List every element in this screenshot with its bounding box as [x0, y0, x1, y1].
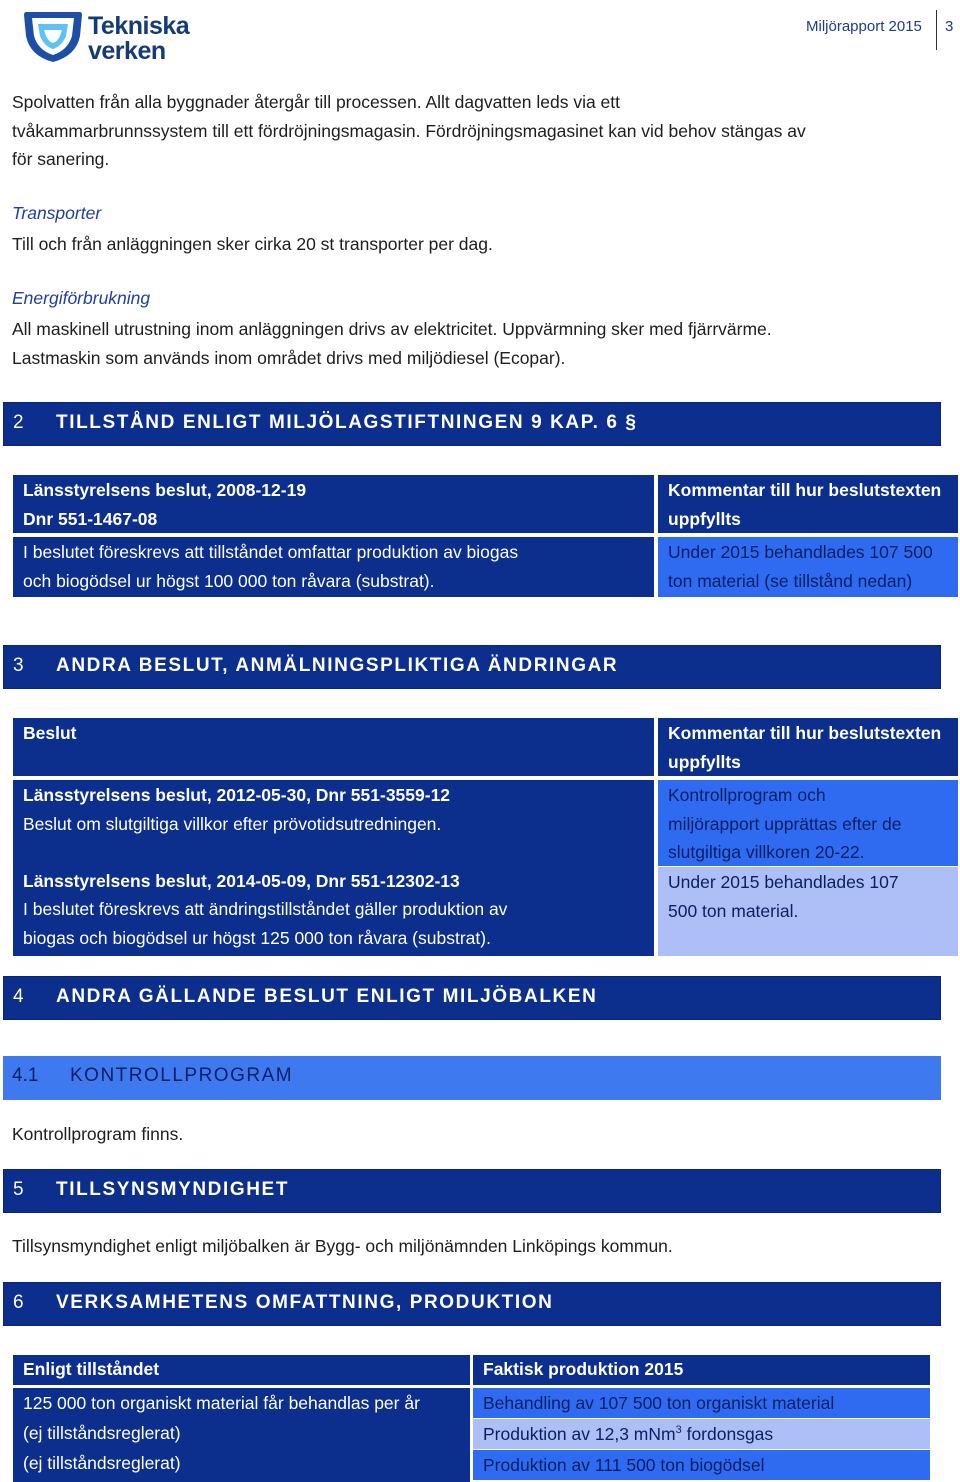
s6-left-header: Enligt tillståndet	[13, 1355, 470, 1385]
page-number: 3	[945, 18, 954, 35]
report-title: Miljörapport 2015	[806, 18, 922, 35]
s6-left-body: 125 000 ton organiskt material får behandlas per år (ej tillståndsreglerat) (ej tillståndsreglerat)	[13, 1388, 470, 1482]
section-4-1-heading: 4.1 KONTROLLPROGRAM	[3, 1056, 941, 1100]
s2-right-body: Under 2015 behandlades 107 500 ton material (se tillstånd nedan)	[658, 537, 958, 597]
section-2-heading: 2 TILLSTÅND ENLIGT MILJÖLAGSTIFTNINGEN 9 KAP. 6 §	[3, 402, 941, 446]
transporter-heading: Transporter	[12, 203, 102, 223]
s3-right-row2: Under 2015 behandlades 107 500 ton material.	[658, 867, 958, 956]
logo-emblem-icon	[22, 6, 88, 64]
tillsyn-text: Tillsynsmyndighet enligt miljöbalken är Bygg- och miljönämnden Linköpings kommun.	[12, 1236, 673, 1256]
s3-left-body: Länsstyrelsens beslut, 2012-05-30, Dnr 551-3559-12 Beslut om slutgiltiga villkor efter prövotidsutredningen. Länsstyrelsens beslut, 2014-05-09, Dnr 551-12302-13 I beslutet föreskrevs att ändringstillståndet gäller produktion av biogas och biogödsel ur högst 125 000 ton råvara (substrat).	[13, 780, 654, 956]
s6-right-header: Faktisk produktion 2015	[473, 1355, 930, 1385]
section-4-heading: 4 ANDRA GÄLLANDE BESLUT ENLIGT MILJÖBALKEN	[3, 976, 941, 1020]
s6-right-row1: Behandling av 107 500 ton organiskt material	[473, 1388, 930, 1418]
tekniska-verken-logo	[22, 6, 197, 64]
s3-right-row1: Kontrollprogram och miljörapport upprättas efter de slutgiltiga villkoren 20-22.	[658, 780, 958, 866]
section-5-heading: 5 TILLSYNSMYNDIGHET	[3, 1169, 941, 1213]
kontrollprogram-text: Kontrollprogram finns.	[12, 1124, 184, 1144]
intro-paragraph: Spolvatten från alla byggnader återgår till processen. Allt dagvatten leds via ett tvåkammarbrunnssystem till ett fördröjningsmagasin. Fördröjningsmagasinet kan vid behov stängas av för sanering.	[12, 92, 806, 169]
section-6-heading: 6 VERKSAMHETENS OMFATTNING, PRODUKTION	[3, 1282, 941, 1326]
s6-right-row2: Produktion av 12,3 mNm$^3$ fordonsgas	[473, 1419, 930, 1449]
s2-left-header: Länsstyrelsens beslut, 2008-12-19 Dnr 551-1467-08	[13, 475, 654, 533]
energi-text: All maskinell utrustning inom anläggningen drivs av elektricitet. Uppvärmning sker med fjärrvärme. Lastmaskin som används inom området drivs med miljödiesel (Ecopar).	[12, 319, 772, 368]
energi-heading: Energiförbrukning	[12, 288, 151, 308]
logo-wordmark: Tekniska verken	[88, 12, 190, 65]
transporter-text: Till och från anläggningen sker cirka 20 st transporter per dag.	[12, 234, 493, 254]
header-divider	[936, 10, 937, 50]
s2-left-body: I beslutet föreskrevs att tillståndet omfattar produktion av biogas och biogödsel ur högst 100 000 ton råvara (substrat).	[13, 537, 654, 597]
section-3-heading: 3 ANDRA BESLUT, ANMÄLNINGSPLIKTIGA ÄNDRINGAR	[3, 645, 941, 689]
s6-right-row3: Produktion av 111 500 ton biogödsel	[473, 1450, 930, 1480]
s3-left-header: Beslut	[13, 718, 654, 776]
s3-right-header: Kommentar till hur beslutstexten uppfyllts	[658, 718, 958, 776]
s2-right-header: Kommentar till hur beslutstexten uppfyllts	[658, 475, 958, 533]
